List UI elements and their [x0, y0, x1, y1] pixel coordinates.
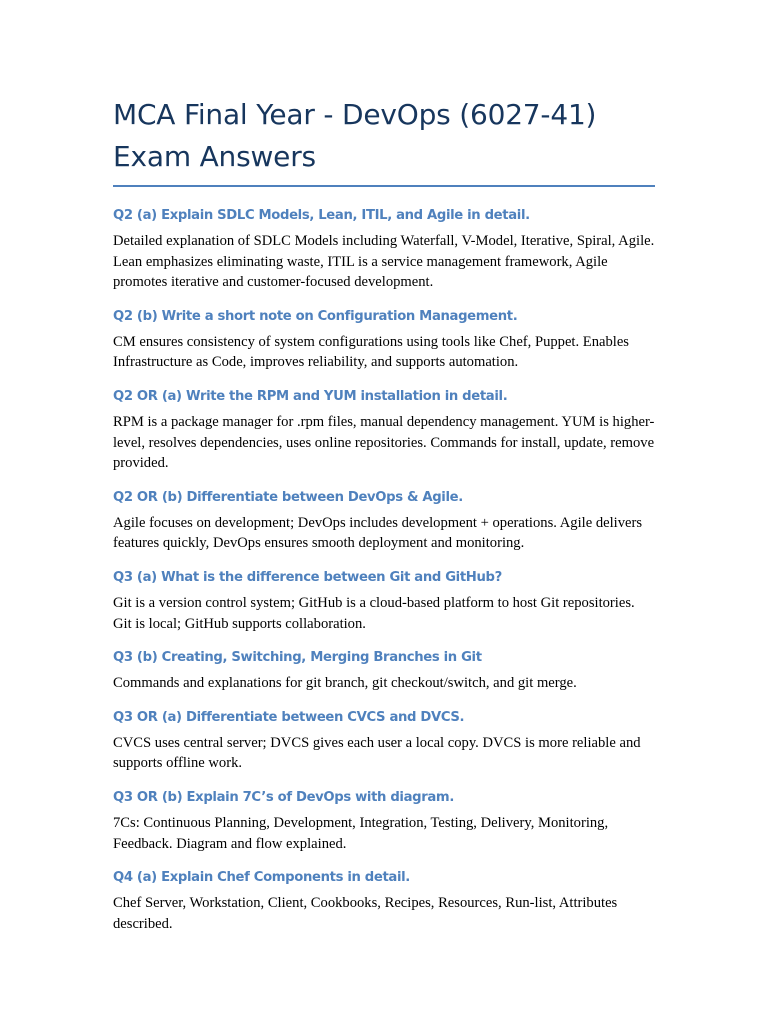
- question-section-q3-or-a: [113, 708, 655, 774]
- answer-text: Detailed explanation of SDLC Models including Waterfall, V-Model, Iterative, Spiral, Agile. Lean emphasizes eliminating waste, ITIL is a service management framework, Agile promotes iterative and customer-focused development.: [113, 233, 655, 291]
- question-heading: Q2 (b) Write a short note on Configuration Management.: [113, 308, 518, 324]
- answer-text: CM ensures consistency of system configurations using tools like Chef, Puppet. Enables Infrastructure as Code, improves reliability, and supports automation.: [113, 333, 629, 371]
- answer-text: CVCS uses central server; DVCS gives each user a local copy. DVCS is more reliable and supports offline work.: [113, 734, 641, 772]
- question-section-q4a: [113, 868, 655, 934]
- question-section-q3b: [113, 648, 655, 694]
- answer-text: Git is a version control system; GitHub is a cloud-based platform to host Git repositories. Git is local; GitHub supports collaboration.: [113, 594, 635, 632]
- answer-text: 7Cs: Continuous Planning, Development, Integration, Testing, Delivery, Monitoring, Feedback. Diagram and flow explained.: [113, 814, 609, 852]
- answer-text: Agile focuses on development; DevOps includes development + operations. Agile delivers features quickly, DevOps ensures smooth deployment and monitoring.: [113, 514, 643, 552]
- question-section-q3-or-b: [113, 788, 655, 854]
- answer-text: Commands and explanations for git branch, git checkout/switch, and git merge.: [113, 675, 577, 692]
- question-heading: Q3 (b) Creating, Switching, Merging Branches in Git: [113, 650, 482, 666]
- question-heading: Q2 OR (b) Differentiate between DevOps & Agile.: [113, 489, 463, 505]
- question-heading: Q4 (a) Explain Chef Components in detail.: [113, 870, 410, 886]
- question-section-q2-or-a: [113, 387, 655, 474]
- document-title: MCA Final Year - DevOps (6027-41) Exam Answers: [113, 98, 597, 173]
- question-heading: Q3 OR (b) Explain 7C’s of DevOps with diagram.: [113, 789, 454, 805]
- question-section-q3a: [113, 568, 655, 634]
- answer-text: RPM is a package manager for .rpm files, manual dependency management. YUM is higher-level, resolves dependencies, uses online repositories. Commands for install, update, remove provided.: [113, 413, 655, 472]
- question-section-q2b: [113, 307, 655, 373]
- title-divider: [113, 185, 655, 187]
- answer-text: Chef Server, Workstation, Client, Cookbooks, Recipes, Resources, Run-list, Attributes described.: [113, 895, 618, 932]
- question-heading: Q3 (a) What is the difference between Git and GitHub?: [113, 569, 502, 585]
- question-heading: Q2 (a) Explain SDLC Models, Lean, ITIL, and Agile in detail.: [113, 208, 530, 223]
- question-section-q2a: [113, 206, 655, 293]
- question-heading: Q2 OR (a) Write the RPM and YUM installation in detail.: [113, 388, 508, 404]
- document-body: [113, 94, 655, 948]
- question-section-q2-or-b: [113, 488, 655, 554]
- question-heading: Q3 OR (a) Differentiate between CVCS and DVCS.: [113, 709, 465, 725]
